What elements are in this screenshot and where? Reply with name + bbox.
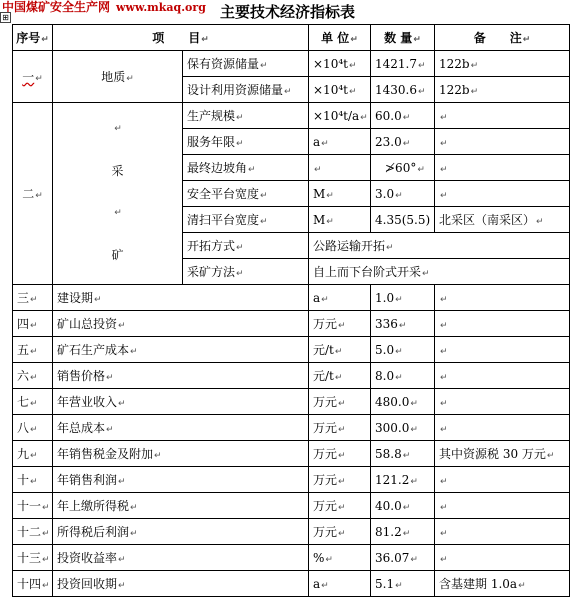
watermark-site: 中国煤矿安全生产网 <box>2 0 111 14</box>
mining-unit: ↵ <box>309 155 371 181</box>
row-unit: a↵ <box>309 285 371 311</box>
row-seq: 九↵ <box>13 441 53 467</box>
row-seq: 八↵ <box>13 415 53 441</box>
mining-row <box>13 103 570 129</box>
geology-unit: ×10⁴t↵ <box>309 77 371 103</box>
row-unit: 万元↵ <box>309 441 371 467</box>
row-item: 销售价格↵ <box>53 363 309 389</box>
mining-qty: 3.0↵ <box>371 181 435 207</box>
row-note: ↵ <box>435 519 570 545</box>
mining-name-top: 采 <box>111 164 124 179</box>
row-note: ↵ <box>435 415 570 441</box>
geology-qty: 1430.6↵ <box>371 77 435 103</box>
row-qty: 300.0↵ <box>371 415 435 441</box>
mining-name: ↵ 采 ↵ 矿 <box>53 103 183 285</box>
header-seq: 序号↵ <box>13 25 53 51</box>
row-unit: 万元↵ <box>309 493 371 519</box>
row-seq: 十三↵ <box>13 545 53 571</box>
row-seq: 十一↵ <box>13 493 53 519</box>
mining-note: ↵ <box>435 181 570 207</box>
geology-name: 地质↵ <box>53 51 183 103</box>
row-item: 投资回收期↵ <box>53 571 309 597</box>
row-unit: 元/t↵ <box>309 337 371 363</box>
table-row <box>13 467 570 493</box>
row-unit: 万元↵ <box>309 519 371 545</box>
watermark <box>2 0 206 15</box>
row-qty: 81.2↵ <box>371 519 435 545</box>
row-item: 所得税后利润↵ <box>53 519 309 545</box>
mining-unit: M↵ <box>309 181 371 207</box>
row-unit: 万元↵ <box>309 415 371 441</box>
row-unit: 万元↵ <box>309 389 371 415</box>
row-note: ↵ <box>435 545 570 571</box>
row-qty: 58.8↵ <box>371 441 435 467</box>
header-qty: 数 量↵ <box>371 25 435 51</box>
mining-name-bottom: 矿 <box>111 248 124 263</box>
row-item: 年总成本↵ <box>53 415 309 441</box>
row-note: ↵ <box>435 363 570 389</box>
table-row <box>13 441 570 467</box>
row-unit: 万元↵ <box>309 467 371 493</box>
mining-span-value: 自上而下台阶式开采↵ <box>309 259 570 285</box>
row-qty: 8.0↵ <box>371 363 435 389</box>
row-unit: %↵ <box>309 545 371 571</box>
mining-item: 服务年限↵ <box>183 129 309 155</box>
mining-note: ↵ <box>435 129 570 155</box>
geology-unit: ×10⁴t↵ <box>309 51 371 77</box>
geology-qty: 1421.7↵ <box>371 51 435 77</box>
table-body <box>13 25 570 597</box>
table-row <box>13 493 570 519</box>
row-item: 建设期↵ <box>53 285 309 311</box>
row-seq: 三↵ <box>13 285 53 311</box>
row-item: 年营业收入↵ <box>53 389 309 415</box>
table-row <box>13 545 570 571</box>
row-seq: 十↵ <box>13 467 53 493</box>
header-row <box>13 25 570 51</box>
row-qty: 336↵ <box>371 311 435 337</box>
row-seq: 十二↵ <box>13 519 53 545</box>
table-row <box>13 571 570 597</box>
mining-item: 生产规模↵ <box>183 103 309 129</box>
watermark-url: www.mkaq.org <box>116 1 206 14</box>
mining-qty: 4.35(5.5) <box>371 207 435 233</box>
row-seq: 十四↵ <box>13 571 53 597</box>
table-row <box>13 363 570 389</box>
row-qty: 121.2↵ <box>371 467 435 493</box>
mining-note: ↵ <box>435 155 570 181</box>
row-item: 年销售税金及附加↵ <box>53 441 309 467</box>
table-row <box>13 389 570 415</box>
mining-span-item: 采矿方法↵ <box>183 259 309 285</box>
table-row <box>13 519 570 545</box>
row-note: 其中资源税 30 万元↵ <box>435 441 570 467</box>
mining-span-item: 开拓方式↵ <box>183 233 309 259</box>
table-row <box>13 415 570 441</box>
geology-row <box>13 51 570 77</box>
mining-unit: M↵ <box>309 207 371 233</box>
mining-item: 清扫平台宽度↵ <box>183 207 309 233</box>
table-row <box>13 337 570 363</box>
mining-span-value: 公路运输开拓↵ <box>309 233 570 259</box>
mining-qty: ≯60°↵ <box>371 155 435 181</box>
row-note: ↵ <box>435 311 570 337</box>
row-qty: 36.07↵ <box>371 545 435 571</box>
table-row <box>13 285 570 311</box>
mining-qty: 60.0↵ <box>371 103 435 129</box>
mining-seq: 二↵ <box>13 103 53 285</box>
table-title: 主要技术经济指标表 <box>220 3 356 21</box>
geology-note: 122b↵ <box>435 77 570 103</box>
table-anchor-icon[interactable]: ⊞ <box>0 12 11 23</box>
geology-item: 保有资源储量↵ <box>183 51 309 77</box>
row-note: ↵ <box>435 467 570 493</box>
row-seq: 五↵ <box>13 337 53 363</box>
row-item: 年上缴所得税↵ <box>53 493 309 519</box>
geology-seq: 一↵ <box>13 51 53 103</box>
row-item: 矿石生产成本↵ <box>53 337 309 363</box>
row-qty: 1.0↵ <box>371 285 435 311</box>
row-note: ↵ <box>435 493 570 519</box>
header-item: 项 目↵ <box>53 25 309 51</box>
mining-unit: a↵ <box>309 129 371 155</box>
row-unit: 元/t↵ <box>309 363 371 389</box>
row-seq: 四↵ <box>13 311 53 337</box>
row-unit: 万元↵ <box>309 311 371 337</box>
row-unit: a↵ <box>309 571 371 597</box>
mining-note: 北采区（南采区）↵ <box>435 207 570 233</box>
row-qty: 5.0↵ <box>371 337 435 363</box>
header-note: 备 注↵ <box>435 25 570 51</box>
mining-unit: ×10⁴t/a↵ <box>309 103 371 129</box>
row-note: 含基建期 1.0a↵ <box>435 571 570 597</box>
row-item: 矿山总投资↵ <box>53 311 309 337</box>
row-qty: 5.1↵ <box>371 571 435 597</box>
row-qty: 480.0↵ <box>371 389 435 415</box>
table-row <box>13 311 570 337</box>
row-item: 年销售利润↵ <box>53 467 309 493</box>
header-unit: 单 位↵ <box>309 25 371 51</box>
row-item: 投资收益率↵ <box>53 545 309 571</box>
row-note: ↵ <box>435 337 570 363</box>
row-qty: 40.0↵ <box>371 493 435 519</box>
row-note: ↵ <box>435 285 570 311</box>
row-seq: 六↵ <box>13 363 53 389</box>
mining-note: ↵ <box>435 103 570 129</box>
row-note: ↵ <box>435 389 570 415</box>
mining-item: 最终边坡角↵ <box>183 155 309 181</box>
indicator-table <box>12 24 570 597</box>
mining-qty: 23.0↵ <box>371 129 435 155</box>
row-seq: 七↵ <box>13 389 53 415</box>
mining-item: 安全平台宽度↵ <box>183 181 309 207</box>
geology-note: 122b↵ <box>435 51 570 77</box>
geology-item: 设计利用资源储量↵ <box>183 77 309 103</box>
